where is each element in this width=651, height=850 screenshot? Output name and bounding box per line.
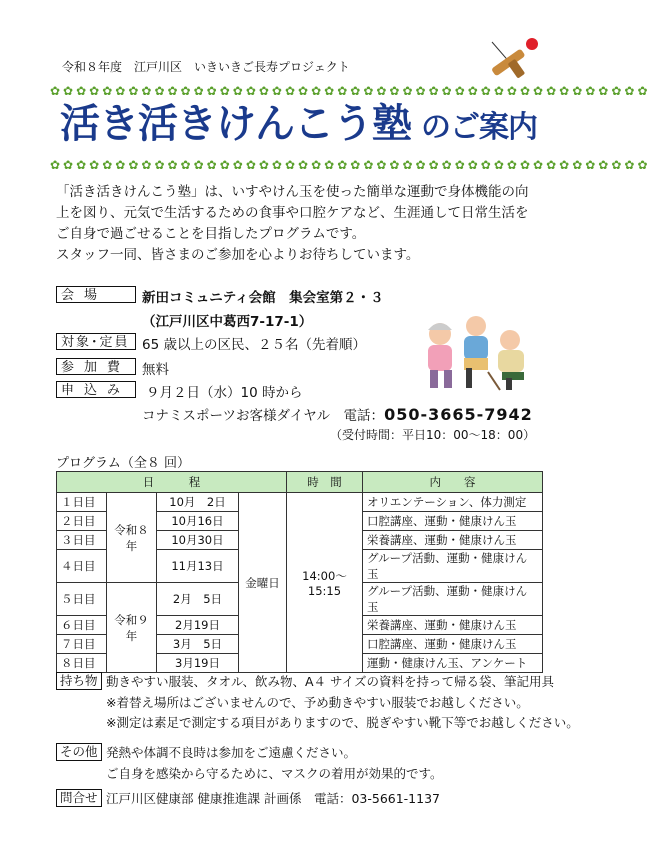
- era-cell: 令和８年: [107, 493, 157, 583]
- intro-line: ご自身で過ごせることを目指したプログラムです。: [56, 226, 366, 242]
- session-content: 栄養講座、運動・健康けん玉: [363, 531, 543, 550]
- program-title: プログラム（全８ 回）: [56, 456, 191, 471]
- session-date: 2月 5日: [157, 583, 239, 616]
- other-label: その他: [56, 743, 102, 761]
- session-no: ２日目: [57, 512, 107, 531]
- session-date: 2月19日: [157, 616, 239, 635]
- time-end: 15:15: [307, 583, 342, 598]
- contact-text: 江戸川区健康部 健康推進課 計画係 電話：03-5661-1137: [106, 791, 440, 806]
- title-sub: のご案内: [421, 110, 537, 145]
- venue-label: 会場: [56, 286, 136, 303]
- session-no: ７日目: [57, 635, 107, 654]
- table-header-row: [57, 472, 543, 493]
- apply-contact-text: コナミスポーツお客様ダイヤル 電話：: [142, 408, 385, 424]
- session-date: 10月30日: [157, 531, 239, 550]
- apply-hours: （受付時間：平日10：00～18：00）: [330, 428, 536, 442]
- time-start: 14:00～: [302, 568, 347, 583]
- session-no: １日目: [57, 493, 107, 512]
- kendama-icon: [482, 34, 544, 84]
- page-title: [60, 92, 537, 149]
- col-header-content: 内 容: [363, 472, 543, 493]
- apply-phone: 050-3665-7942: [384, 405, 533, 424]
- seniors-illustration: [418, 312, 540, 394]
- weekday-cell: 金曜日: [239, 493, 287, 673]
- era-cell: 令和９年: [107, 583, 157, 673]
- venue-name: 新田コミュニティ会館 集会室第２・３: [142, 290, 384, 306]
- belongings-label: 持ち物: [56, 672, 102, 690]
- other-line: ご自身を感染から守るために、マスクの着用が効果的です。: [106, 766, 443, 781]
- session-date: 3月 5日: [157, 635, 239, 654]
- program-table: [56, 471, 543, 673]
- session-date: 11月13日: [157, 550, 239, 583]
- session-no: ３日目: [57, 531, 107, 550]
- time-cell: [287, 493, 363, 673]
- session-content: 運動・健康けん玉、アンケート: [363, 654, 543, 673]
- venue-address: （江戸川区中葛西7-17-1）: [142, 314, 313, 330]
- session-no: ８日目: [57, 654, 107, 673]
- title-main: 活き活きけんこう塾: [60, 101, 411, 147]
- intro-line: 上を図り、元気で生活するための食事や口腔ケアなど、生涯通して日常生活を: [56, 205, 529, 221]
- session-content: グループ活動、運動・健康けん玉: [363, 550, 543, 583]
- target-value: 65 歳以上の区民、２５名（先着順）: [142, 337, 366, 353]
- header-project: 令和８年度 江戸川区 いきいきご長寿プロジェクト: [62, 60, 350, 74]
- belongings-line: 動きやすい服装、タオル、飲み物、A４ サイズの資料を持って帰る袋、筆記用具: [106, 674, 555, 689]
- session-date: 10月 2日: [157, 493, 239, 512]
- intro-line: 「活き活きけんこう塾」は、いすやけん玉を使った簡単な運動で身体機能の向: [56, 184, 529, 200]
- session-no: ４日目: [57, 550, 107, 583]
- clover-border-bottom: ✿✿✿✿✿✿✿✿✿✿✿✿✿✿✿✿✿✿✿✿✿✿✿✿✿✿✿✿✿✿✿✿✿✿✿✿✿✿✿✿✿✿✿✿✿✿: [50, 158, 651, 172]
- session-date: 10月16日: [157, 512, 239, 531]
- col-header-schedule: 日 程: [57, 472, 287, 493]
- belongings-note: ※測定は素足で測定する項目がありますので、脱ぎやすい靴下等でお越しください。: [106, 715, 579, 730]
- session-content: 口腔講座、運動・健康けん玉: [363, 512, 543, 531]
- target-label: 対象･定員: [56, 333, 136, 350]
- intro-text: [56, 182, 556, 266]
- apply-label: 申込み: [56, 381, 136, 398]
- table-row: [57, 493, 543, 512]
- col-header-time: 時 間: [287, 472, 363, 493]
- belongings-note: ※着替え場所はございませんので、予め動きやすい服装でお越しください。: [106, 695, 529, 710]
- session-no: ６日目: [57, 616, 107, 635]
- fee-label: 参加費: [56, 358, 136, 375]
- session-no: ５日目: [57, 583, 107, 616]
- apply-date: ９月２日（水）10 時から: [146, 385, 303, 401]
- session-content: 口腔講座、運動・健康けん玉: [363, 635, 543, 654]
- other-line: 発熱や体調不良時は参加をご遠慮ください。: [106, 745, 357, 760]
- fee-value: 無料: [142, 362, 169, 378]
- contact-label: 問合せ: [56, 789, 102, 807]
- clover-border-top: ✿✿✿✿✿✿✿✿✿✿✿✿✿✿✿✿✿✿✿✿✿✿✿✿✿✿✿✿✿✿✿✿✿✿✿✿✿✿✿✿✿✿✿✿✿✿: [50, 84, 651, 98]
- session-content: オリエンテーション、体力測定: [363, 493, 543, 512]
- session-content: 栄養講座、運動・健康けん玉: [363, 616, 543, 635]
- session-content: グループ活動、運動・健康けん玉: [363, 583, 543, 616]
- session-date: 3月19日: [157, 654, 239, 673]
- apply-contact: [142, 404, 533, 424]
- intro-line: スタッフ一同、皆さまのご参加を心よりお待ちしています。: [56, 247, 420, 263]
